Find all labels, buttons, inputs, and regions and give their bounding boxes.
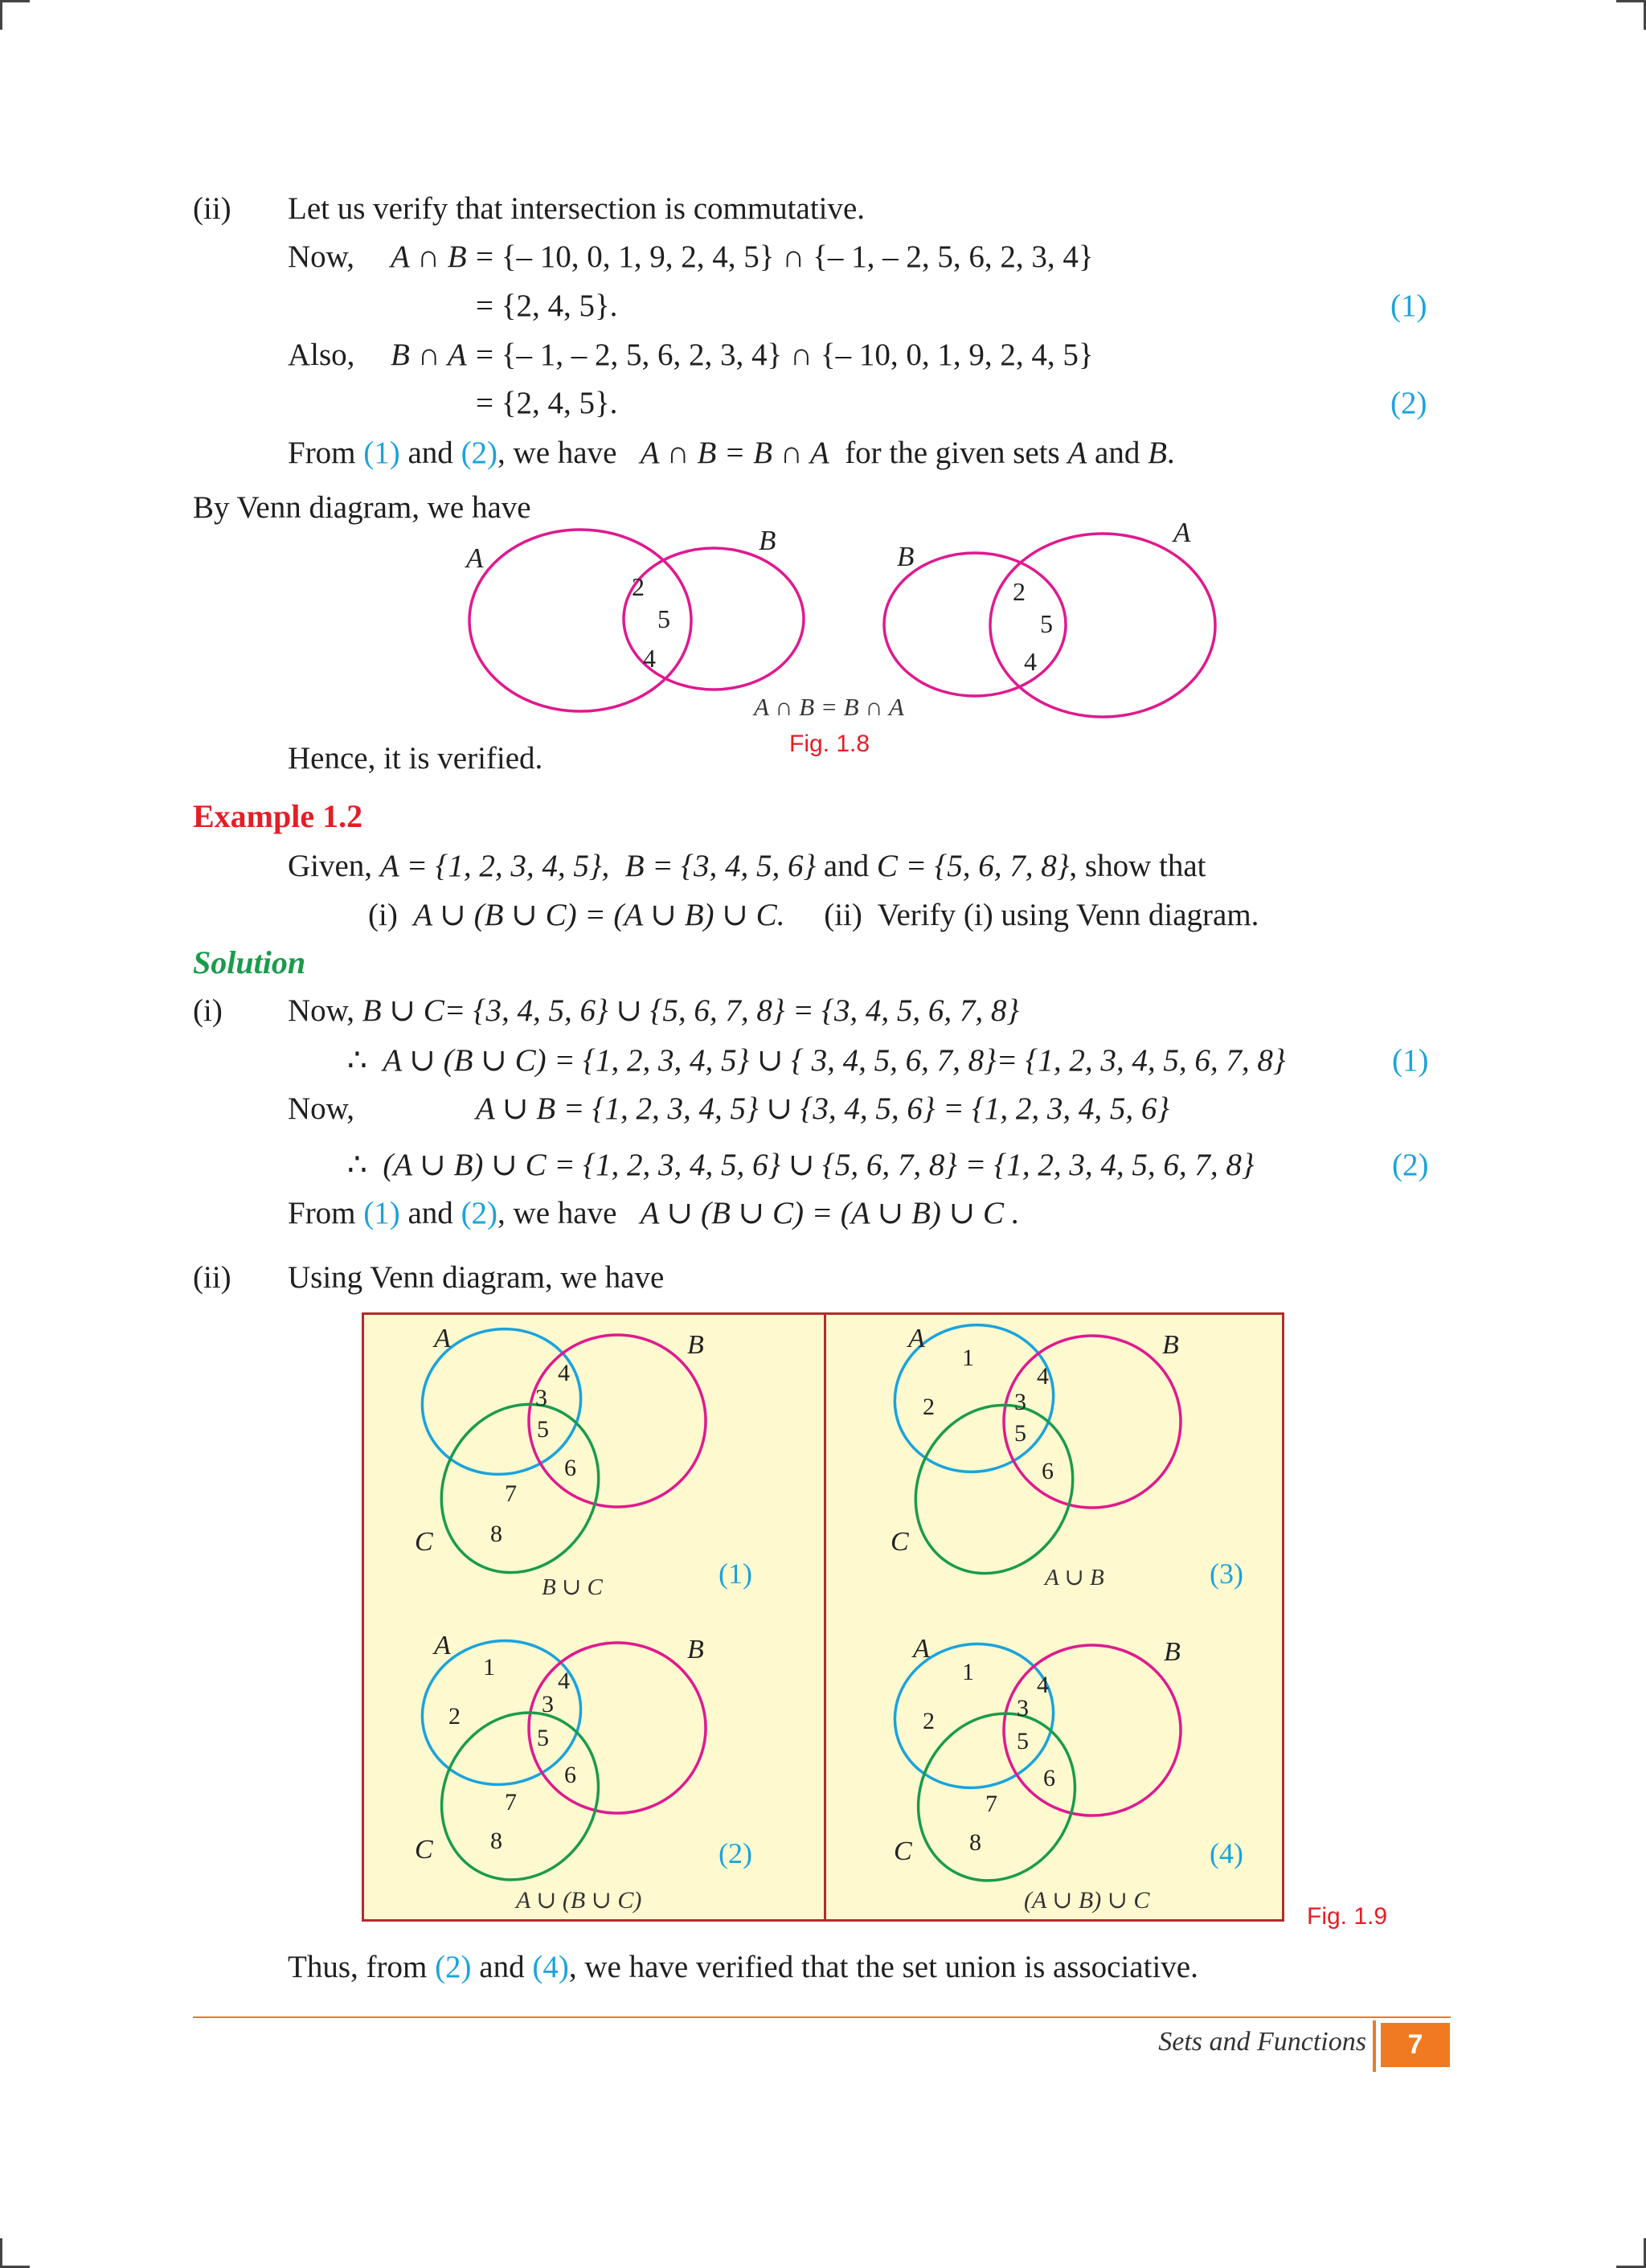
task-ii: Verify (i) using Venn diagram. (877, 898, 1259, 932)
period: . (1166, 436, 1175, 470)
element: 2 (448, 1703, 461, 1730)
fig-1-9-diagrams (362, 1312, 1284, 1922)
element: 5 (1014, 1420, 1026, 1447)
element: 4 (1037, 1363, 1049, 1390)
footer-title: Sets and Functions (1158, 2027, 1366, 2057)
footer-bar (1373, 2020, 1376, 2072)
solution-ii-label: (ii) (193, 1260, 231, 1295)
element: 4 (558, 1360, 570, 1386)
venn-right-circle-a (990, 534, 1215, 717)
from-word: From (288, 1196, 356, 1230)
venn-panel-4 (882, 1629, 1243, 1914)
venn-left-element: 4 (643, 644, 656, 673)
element: 1 (962, 1659, 974, 1685)
element: 6 (564, 1762, 576, 1788)
footer-rule (193, 2016, 1451, 2018)
caption: A ∪ (B ∪ C) (516, 1887, 642, 1914)
venn-right-element: 2 (1013, 577, 1026, 606)
conclusion-eq: A ∩ B = B ∩ A (640, 436, 829, 470)
label-a: A (434, 1324, 451, 1353)
element: 1 (483, 1654, 495, 1681)
element: 8 (490, 1521, 502, 1547)
label-a: A (908, 1324, 925, 1353)
final-statement (288, 1951, 1198, 1983)
task-i: A ∪ (B ∪ C) = (A ∪ B) ∪ C. (413, 898, 785, 932)
venn-panel-2 (409, 1626, 752, 1914)
label-c: C (894, 1836, 912, 1866)
label-c: C (415, 1527, 433, 1557)
solution-line-4 (347, 1149, 1255, 1181)
element: 5 (537, 1725, 549, 1751)
line4-ref: (2) (1392, 1148, 1429, 1182)
element: 3 (542, 1691, 554, 1717)
fig-1-8-caption: A ∩ B = B ∩ A (754, 693, 904, 721)
line2-eq: A ∪ (B ∪ C) = {1, 2, 3, 4, 5} ∪ { 3, 4, 5, 6, 7, 8}= {1, 2, 3, 4, 5, 6, 7, 8} (383, 1043, 1286, 1078)
element: 7 (985, 1791, 997, 1817)
task-ii-label: (ii) (824, 898, 862, 932)
eq2-ref: (2) (1390, 386, 1427, 420)
and-word: and (823, 849, 870, 883)
venn-left-element: 5 (657, 604, 670, 633)
label-b: B (1162, 1330, 1179, 1360)
venn-panel-1 (408, 1314, 752, 1601)
page-number: 7 (1381, 2023, 1450, 2067)
venn-right-circle-b (884, 553, 1066, 696)
venn-right-element: 5 (1040, 609, 1053, 638)
set-a-def: A = {1, 2, 3, 4, 5}, (379, 849, 610, 883)
circle-c (412, 1375, 629, 1601)
label-b: B (687, 1330, 704, 1360)
venn-intro: By Venn diagram, we have (193, 490, 531, 525)
result-eq: A ∪ (B ∪ C) = (A ∪ B) ∪ C . (640, 1196, 1020, 1230)
set-c-def: C = {5, 6, 7, 8} (876, 849, 1070, 883)
crop-mark-top-left (0, 0, 30, 30)
venn-left-element: 2 (632, 572, 645, 601)
element: 5 (537, 1416, 549, 1443)
now-word: Now, (288, 993, 355, 1028)
caption: B ∪ C (542, 1574, 603, 1600)
final-prefix: Thus, from (288, 1950, 428, 1984)
solution-i-label: (i) (193, 993, 223, 1028)
part-ii-intro: Let us verify that intersection is commutative. (288, 191, 866, 226)
element: 6 (564, 1455, 576, 1481)
set-b: B (1148, 436, 1167, 470)
solution-conclusion (288, 1197, 1020, 1229)
fig-1-8-label: Fig. 1.8 (789, 731, 870, 757)
panel-number: (4) (1210, 1837, 1243, 1869)
circle-c (412, 1684, 629, 1908)
task-i-label: (i) (368, 898, 398, 932)
element: 3 (535, 1385, 547, 1411)
element: 3 (1017, 1695, 1029, 1721)
line4-eq: (A ∪ B) ∪ C = {1, 2, 3, 4, 5, 6} ∪ {5, 6, 7, 8} = {1, 2, 3, 4, 5, 6, 7, 8} (383, 1148, 1255, 1182)
conclusion-tail: for the given sets (845, 436, 1060, 470)
solution-line-1 (288, 995, 1019, 1026)
final-ref-b: (4) (532, 1950, 569, 1984)
show-that: , show that (1069, 849, 1206, 883)
element: 1 (962, 1345, 974, 1371)
element: 4 (558, 1668, 570, 1694)
final-and-word: and (479, 1950, 525, 1984)
set-b-def: B = {3, 4, 5, 6} (624, 849, 817, 883)
label-a: A (913, 1634, 930, 1664)
circle-a (882, 1629, 1067, 1802)
set-a: A (1067, 436, 1087, 470)
and-word: and (407, 436, 453, 470)
element: 6 (1043, 1765, 1055, 1791)
eq2-result: = {2, 4, 5}. (476, 386, 618, 420)
ref-2: (2) (461, 436, 498, 470)
example-title: Example 1.2 (193, 798, 363, 834)
verified-text: Hence, it is verified. (288, 741, 543, 776)
label-c: C (415, 1835, 433, 1865)
caption: (A ∪ B) ∪ C (1024, 1887, 1150, 1914)
venn-panel-3 (881, 1312, 1243, 1603)
we-have: , we have (497, 1196, 617, 1230)
fig-1-8-diagram (450, 514, 1246, 723)
we-have: , we have (497, 436, 617, 470)
now-word: Now, (288, 239, 355, 274)
venn-left-label-a: A (466, 542, 484, 574)
label-a: A (434, 1631, 451, 1660)
example-given-line (288, 850, 1206, 882)
solution-title: Solution (193, 944, 306, 980)
eq2-lhs: B ∩ A (391, 338, 467, 372)
part-ii-label: (ii) (193, 191, 231, 226)
venn-right-element: 4 (1024, 647, 1037, 676)
circle-b (529, 1643, 706, 1813)
venn-left-label-b: B (759, 525, 776, 556)
line2-ref: (1) (1392, 1043, 1429, 1078)
element: 2 (923, 1708, 935, 1734)
crop-mark-bottom-right (1616, 2238, 1646, 2268)
element: 7 (505, 1789, 517, 1816)
eq1-result: = {2, 4, 5}. (476, 289, 618, 323)
ref-1: (1) (363, 1196, 400, 1230)
element: 6 (1042, 1458, 1054, 1484)
crop-mark-top-right (1616, 0, 1646, 30)
conclusion-line (288, 437, 1175, 469)
element: 8 (490, 1828, 502, 1854)
final-ref-a: (2) (435, 1950, 472, 1984)
and-word-2: and (1095, 436, 1140, 470)
therefore-symbol: ∴ (347, 1148, 367, 1182)
given-word: Given, (288, 849, 373, 883)
therefore-symbol: ∴ (347, 1043, 367, 1078)
eq1-rhs: = {– 10, 0, 1, 9, 2, 4, 5} ∩ {– 1, – 2, 5, 6, 2, 3, 4} (476, 239, 1094, 274)
venn-right-label-a: A (1173, 517, 1191, 548)
example-task-line (368, 899, 1259, 931)
ref-2: (2) (461, 1196, 498, 1230)
solution-ii-text: Using Venn diagram, we have (288, 1260, 665, 1295)
caption: A ∪ B (1045, 1565, 1104, 1590)
label-b: B (687, 1635, 704, 1664)
panel-number: (2) (719, 1837, 752, 1869)
crop-mark-bottom-left (0, 2238, 30, 2268)
line1-eq: B ∪ C= {3, 4, 5, 6} ∪ {5, 6, 7, 8} = {3, 4, 5, 6, 7, 8} (362, 993, 1019, 1028)
solution-line-2 (347, 1045, 1286, 1076)
circle-b (1004, 1336, 1181, 1508)
fig-1-9-label: Fig. 1.9 (1307, 1903, 1388, 1930)
circle-b (1004, 1645, 1181, 1816)
panel-number: (3) (1210, 1558, 1243, 1590)
element: 8 (969, 1829, 981, 1856)
element: 3 (1014, 1389, 1026, 1415)
final-suffix: , we have verified that the set union is associative. (568, 1950, 1198, 1984)
venn-right-label-b: B (897, 541, 915, 572)
from-word: From (288, 436, 356, 470)
element: 2 (923, 1394, 935, 1420)
and-word: and (407, 1196, 453, 1230)
eq1-ref: (1) (1390, 289, 1427, 323)
eq1-lhs: A ∩ B (391, 239, 467, 274)
element: 7 (505, 1480, 517, 1507)
panel-number: (1) (719, 1558, 752, 1590)
element: 4 (1037, 1672, 1049, 1698)
also-word: Also, (288, 338, 355, 372)
solution-line-3-now: Now, (288, 1091, 355, 1126)
label-b: B (1164, 1637, 1181, 1667)
eq2-rhs: = {– 1, – 2, 5, 6, 2, 3, 4} ∩ {– 10, 0, 1, 9, 2, 4, 5} (476, 338, 1094, 372)
solution-line-3-eq: A ∪ B = {1, 2, 3, 4, 5} ∪ {3, 4, 5, 6} = {1, 2, 3, 4, 5, 6} (476, 1091, 1170, 1126)
ref-1: (1) (363, 436, 400, 470)
circle-b (529, 1335, 706, 1507)
element: 5 (1017, 1728, 1029, 1754)
label-c: C (891, 1527, 909, 1557)
